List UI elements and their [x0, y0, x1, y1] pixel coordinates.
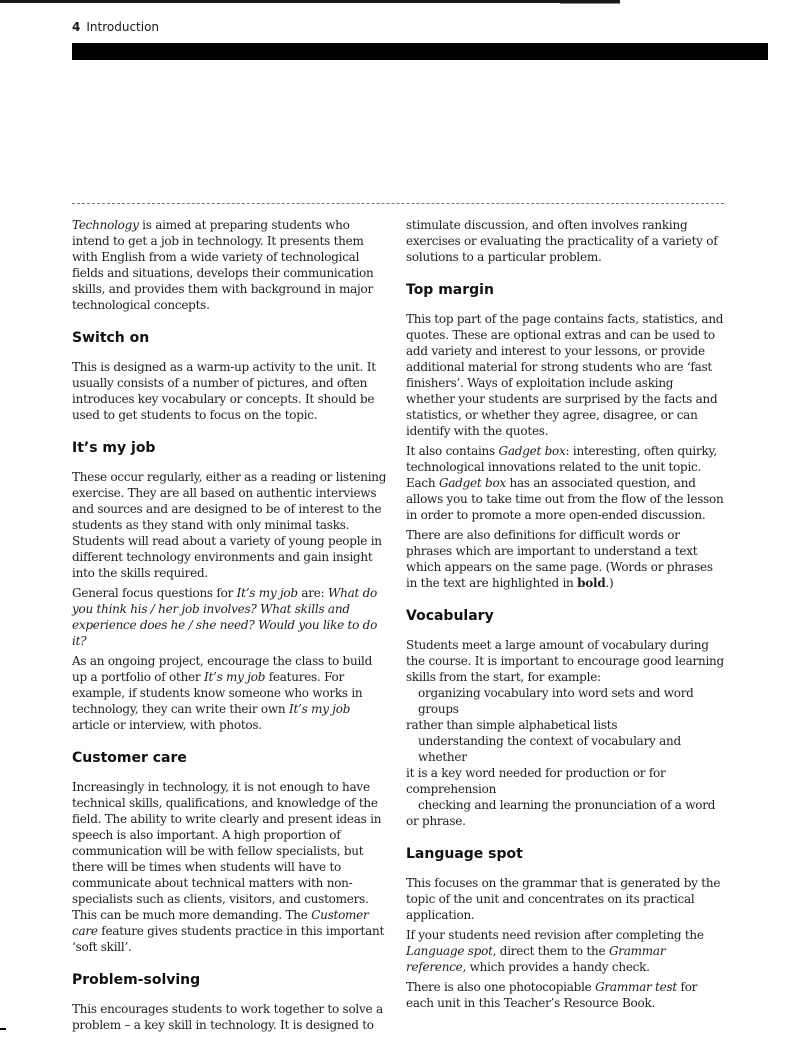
right-column	[406, 217, 724, 1011]
language-spot-paragraph-2: If your students need revision after completing the Language spot, direct them to the Grammar reference, which provides a handy check.	[406, 928, 704, 974]
vocabulary-bullet-1-line-2: rather than simple alphabetical lists	[406, 718, 618, 732]
heading-customer-care: Customer care	[72, 750, 187, 766]
left-column	[72, 217, 390, 1033]
vocabulary-bullet-2-line-1: understanding the context of vocabulary and whether	[418, 734, 681, 764]
vocabulary-bullet-3-line-1: checking and learning the pronunciation of a word	[418, 798, 716, 812]
language-spot-paragraph-1: This focuses on the grammar that is generated by the topic of the unit and concentrates on its practical application.	[406, 876, 721, 922]
heading-vocabulary: Vocabulary	[406, 608, 494, 624]
vocabulary-bullet-3-line-2: or phrase.	[406, 814, 466, 828]
page-number: 4	[72, 20, 81, 34]
its-my-job-paragraph-3: As an ongoing project, encourage the class to build up a portfolio of other It’s my job features. For example, if students know someone who works in technology, they can write their own It’s my job article or interview, with photos.	[72, 654, 373, 732]
heading-top-margin: Top margin	[406, 282, 494, 298]
header-bar	[72, 43, 768, 60]
vocabulary-bullet-1-line-1: organizing vocabulary into word sets and word groups	[418, 686, 694, 716]
vocabulary-paragraph: Students meet a large amount of vocabulary during the course. It is important to encourage good learning skills from the start, for example:	[406, 638, 724, 684]
section-title: Introduction	[86, 20, 160, 34]
top-margin-paragraph-2: It also contains Gadget box: interesting, often quirky, technological innovations related to the unit topic. Each Gadget box has an associated question, and allows you to take time out from the flow of the lesson in order to promote a more open-ended discussion.	[406, 444, 724, 522]
top-margin-divider	[72, 203, 724, 204]
heading-switch-on: Switch on	[72, 330, 150, 346]
problem-solving-continued: stimulate discussion, and often involves ranking exercises or evaluating the practicality of a variety of solutions to a particular problem.	[406, 218, 718, 264]
crop-mark	[0, 1028, 6, 1030]
heading-its-my-job: It’s my job	[72, 440, 156, 456]
language-spot-paragraph-3: There is also one photocopiable Grammar test for each unit in this Teacher’s Resource Book.	[406, 980, 698, 1010]
running-header	[72, 20, 159, 34]
vocabulary-bullet-2-line-3: comprehension	[406, 782, 497, 796]
its-my-job-paragraph-2: General focus questions for It’s my job are: What do you think his / her job involves? What skills and experience does he / she need? Would you like to do it?	[72, 586, 378, 648]
customer-care-paragraph: Increasingly in technology, it is not enough to have technical skills, qualifications, and knowledge of the field. The ability to write clearly and present ideas in speech is also important. A high proportion of communication will be with fellow specialists, but there will be times when students will have to communicate about technical matters with non-specialists such as clients, visitors, and customers. This can be much more demanding. The Customer care feature gives students practice in this important ‘soft skill’.	[72, 780, 385, 954]
heading-problem-solving: Problem-solving	[72, 972, 201, 988]
top-rule-tail	[560, 3, 620, 4]
heading-language-spot: Language spot	[406, 846, 523, 862]
top-rule	[0, 0, 620, 3]
intro-title: Technology	[72, 218, 139, 232]
intro-paragraph: Technology is aimed at preparing students who intend to get a job in technology. It presents them with English from a wide variety of technological fields and situations, develops their communication skills, and provides them with background in major technological concepts.	[72, 218, 374, 312]
vocabulary-bullet-2-line-2: it is a key word needed for production or for	[406, 766, 666, 780]
switch-on-paragraph: This is designed as a warm-up activity to the unit. It usually consists of a number of pictures, and often introduces key vocabulary or concepts. It should be used to get students to focus on the topic.	[72, 360, 376, 422]
its-my-job-paragraph-1: These occur regularly, either as a reading or listening exercise. They are all based on authentic interviews and sources and are designed to be of interest to the students as they stand with only minimal tasks. Students will read about a variety of young people in different technology environments and gain insight into the skills required.	[72, 470, 387, 580]
top-margin-paragraph-3: There are also definitions for difficult words or phrases which are important to understand a text which appears on the same page. (Words or phrases in the text are highlighted in bold.)	[406, 528, 713, 590]
top-margin-paragraph-1: This top part of the page contains facts, statistics, and quotes. These are optional extras and can be used to add variety and interest to your lessons, or provide additional material for strong students who are ‘fast finishers’. Ways of exploitation include asking whether your students are surprised by the facts and statistics, or whether they agree, disagree, or can identify with the quotes.	[406, 312, 724, 438]
problem-solving-paragraph: This encourages students to work together to solve a problem – a key skill in technology. It is designed to	[72, 1002, 383, 1032]
